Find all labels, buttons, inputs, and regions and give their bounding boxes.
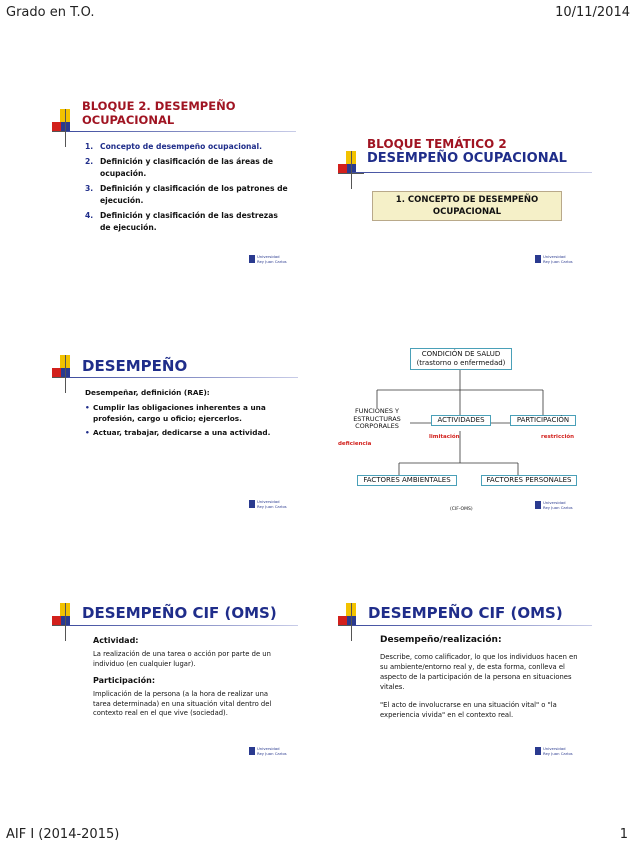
slide-3-bullets [85, 403, 295, 439]
activity-heading: Actividad: [93, 636, 139, 645]
university-logo: Universidad Rey Juan Carlos [543, 747, 573, 756]
slide-4 [338, 345, 610, 527]
slide-2 [338, 95, 610, 277]
university-logo: Universidad Rey Juan Carlos [543, 501, 573, 510]
title-underline [66, 131, 296, 132]
slide-3-title: DESEMPEÑO [82, 357, 188, 375]
university-logo: Universidad Rey Juan Carlos [543, 255, 573, 264]
title-underline [66, 625, 298, 626]
list-item: 4. Definición y clasificación de las destrezas de ejecución. [85, 211, 278, 232]
slide-decoration [52, 355, 78, 395]
diagram-caption: (CIF-OMS) [450, 507, 473, 512]
restriction-label: restricción [541, 434, 575, 440]
activity-definition: La realización de una tarea o acción por parte de un individuo (en cualquier lugar). [93, 650, 271, 668]
title-underline [352, 172, 592, 173]
bullet-item: • Cumplir las obligaciones inherentes a una profesión, cargo u oficio; ejercerlos. [85, 403, 295, 424]
header-date: 10/11/2014 [555, 5, 630, 20]
slide-1-list [85, 141, 290, 237]
list-item: 3. Definición y clasificación de los patrones de ejecución. [85, 184, 288, 205]
slide-1-title: BLOQUE 2. DESEMPEÑO OCUPACIONAL [82, 99, 236, 127]
footer-course: AIF I (2014-2015) [6, 827, 120, 842]
slide-2-title-top: BLOQUE TEMÁTICO 2 [367, 137, 507, 151]
slide-5 [52, 595, 324, 777]
concept-box: 1. CONCEPTO DE DESEMPEÑO OCUPACIONAL [372, 191, 562, 221]
bullet-item: • Actuar, trabajar, dedicarse a una actividad. [85, 428, 295, 439]
slide-6-title: DESEMPEÑO CIF (OMS) [368, 604, 563, 622]
list-item: 1. Concepto de desempeño ocupacional. [85, 142, 263, 151]
slide-2-title: DESEMPEÑO OCUPACIONAL [367, 151, 567, 166]
personal-factors-box: FACTORES PERSONALES [481, 475, 577, 486]
slide-decoration [52, 603, 78, 643]
environmental-factors-box: FACTORES AMBIENTALES [357, 475, 457, 486]
participation-heading: Participación: [93, 676, 156, 685]
performance-quote: "El acto de involucrarse en una situación vital" o "la experiencia vivida" en el contexto real. [380, 701, 557, 719]
university-logo: Universidad Rey Juan Carlos [257, 255, 287, 264]
slide-decoration [338, 603, 364, 643]
participation-definition: Implicación de la persona (a la hora de realizar una tarea determinada) en una situación vital dentro del contexto real en el que vive (sociedad). [93, 690, 272, 717]
slide-5-title: DESEMPEÑO CIF (OMS) [82, 604, 277, 622]
participation-box: PARTICIPACIÓN [510, 415, 576, 426]
performance-heading: Desempeño/realización: [380, 635, 502, 645]
slide-3 [52, 345, 324, 527]
university-logo: Universidad Rey Juan Carlos [257, 500, 287, 509]
slide-decoration [338, 151, 364, 191]
footer-page-number: 1 [619, 827, 628, 842]
performance-description: Describe, como calificador, lo que los individuos hacen en su ambiente/entorno real y, de esta forma, conlleva el aspecto de la participación de la persona en situaciones vitales. [380, 653, 578, 691]
activities-box: ACTIVIDADES [431, 415, 491, 426]
deficiency-label: deficiencia [338, 441, 372, 447]
university-logo: Universidad Rey Juan Carlos [257, 747, 287, 756]
slide-1 [52, 95, 324, 277]
body-functions-box: FUNCIONES Y ESTRUCTURAS CORPORALES [345, 408, 409, 431]
limitation-label: limitación [429, 434, 460, 440]
list-item: 2. Definición y clasificación de las áreas de ocupación. [85, 157, 274, 178]
slide-6 [338, 595, 610, 777]
header-left: Grado en T.O. [6, 5, 95, 20]
definition-label: Desempeñar, definición (RAE): [85, 388, 210, 397]
title-underline [352, 625, 592, 626]
health-condition-box: CONDICIÓN DE SALUD (trastorno o enfermedad) [410, 348, 512, 370]
slide-decoration [52, 109, 78, 149]
title-underline [66, 377, 298, 378]
